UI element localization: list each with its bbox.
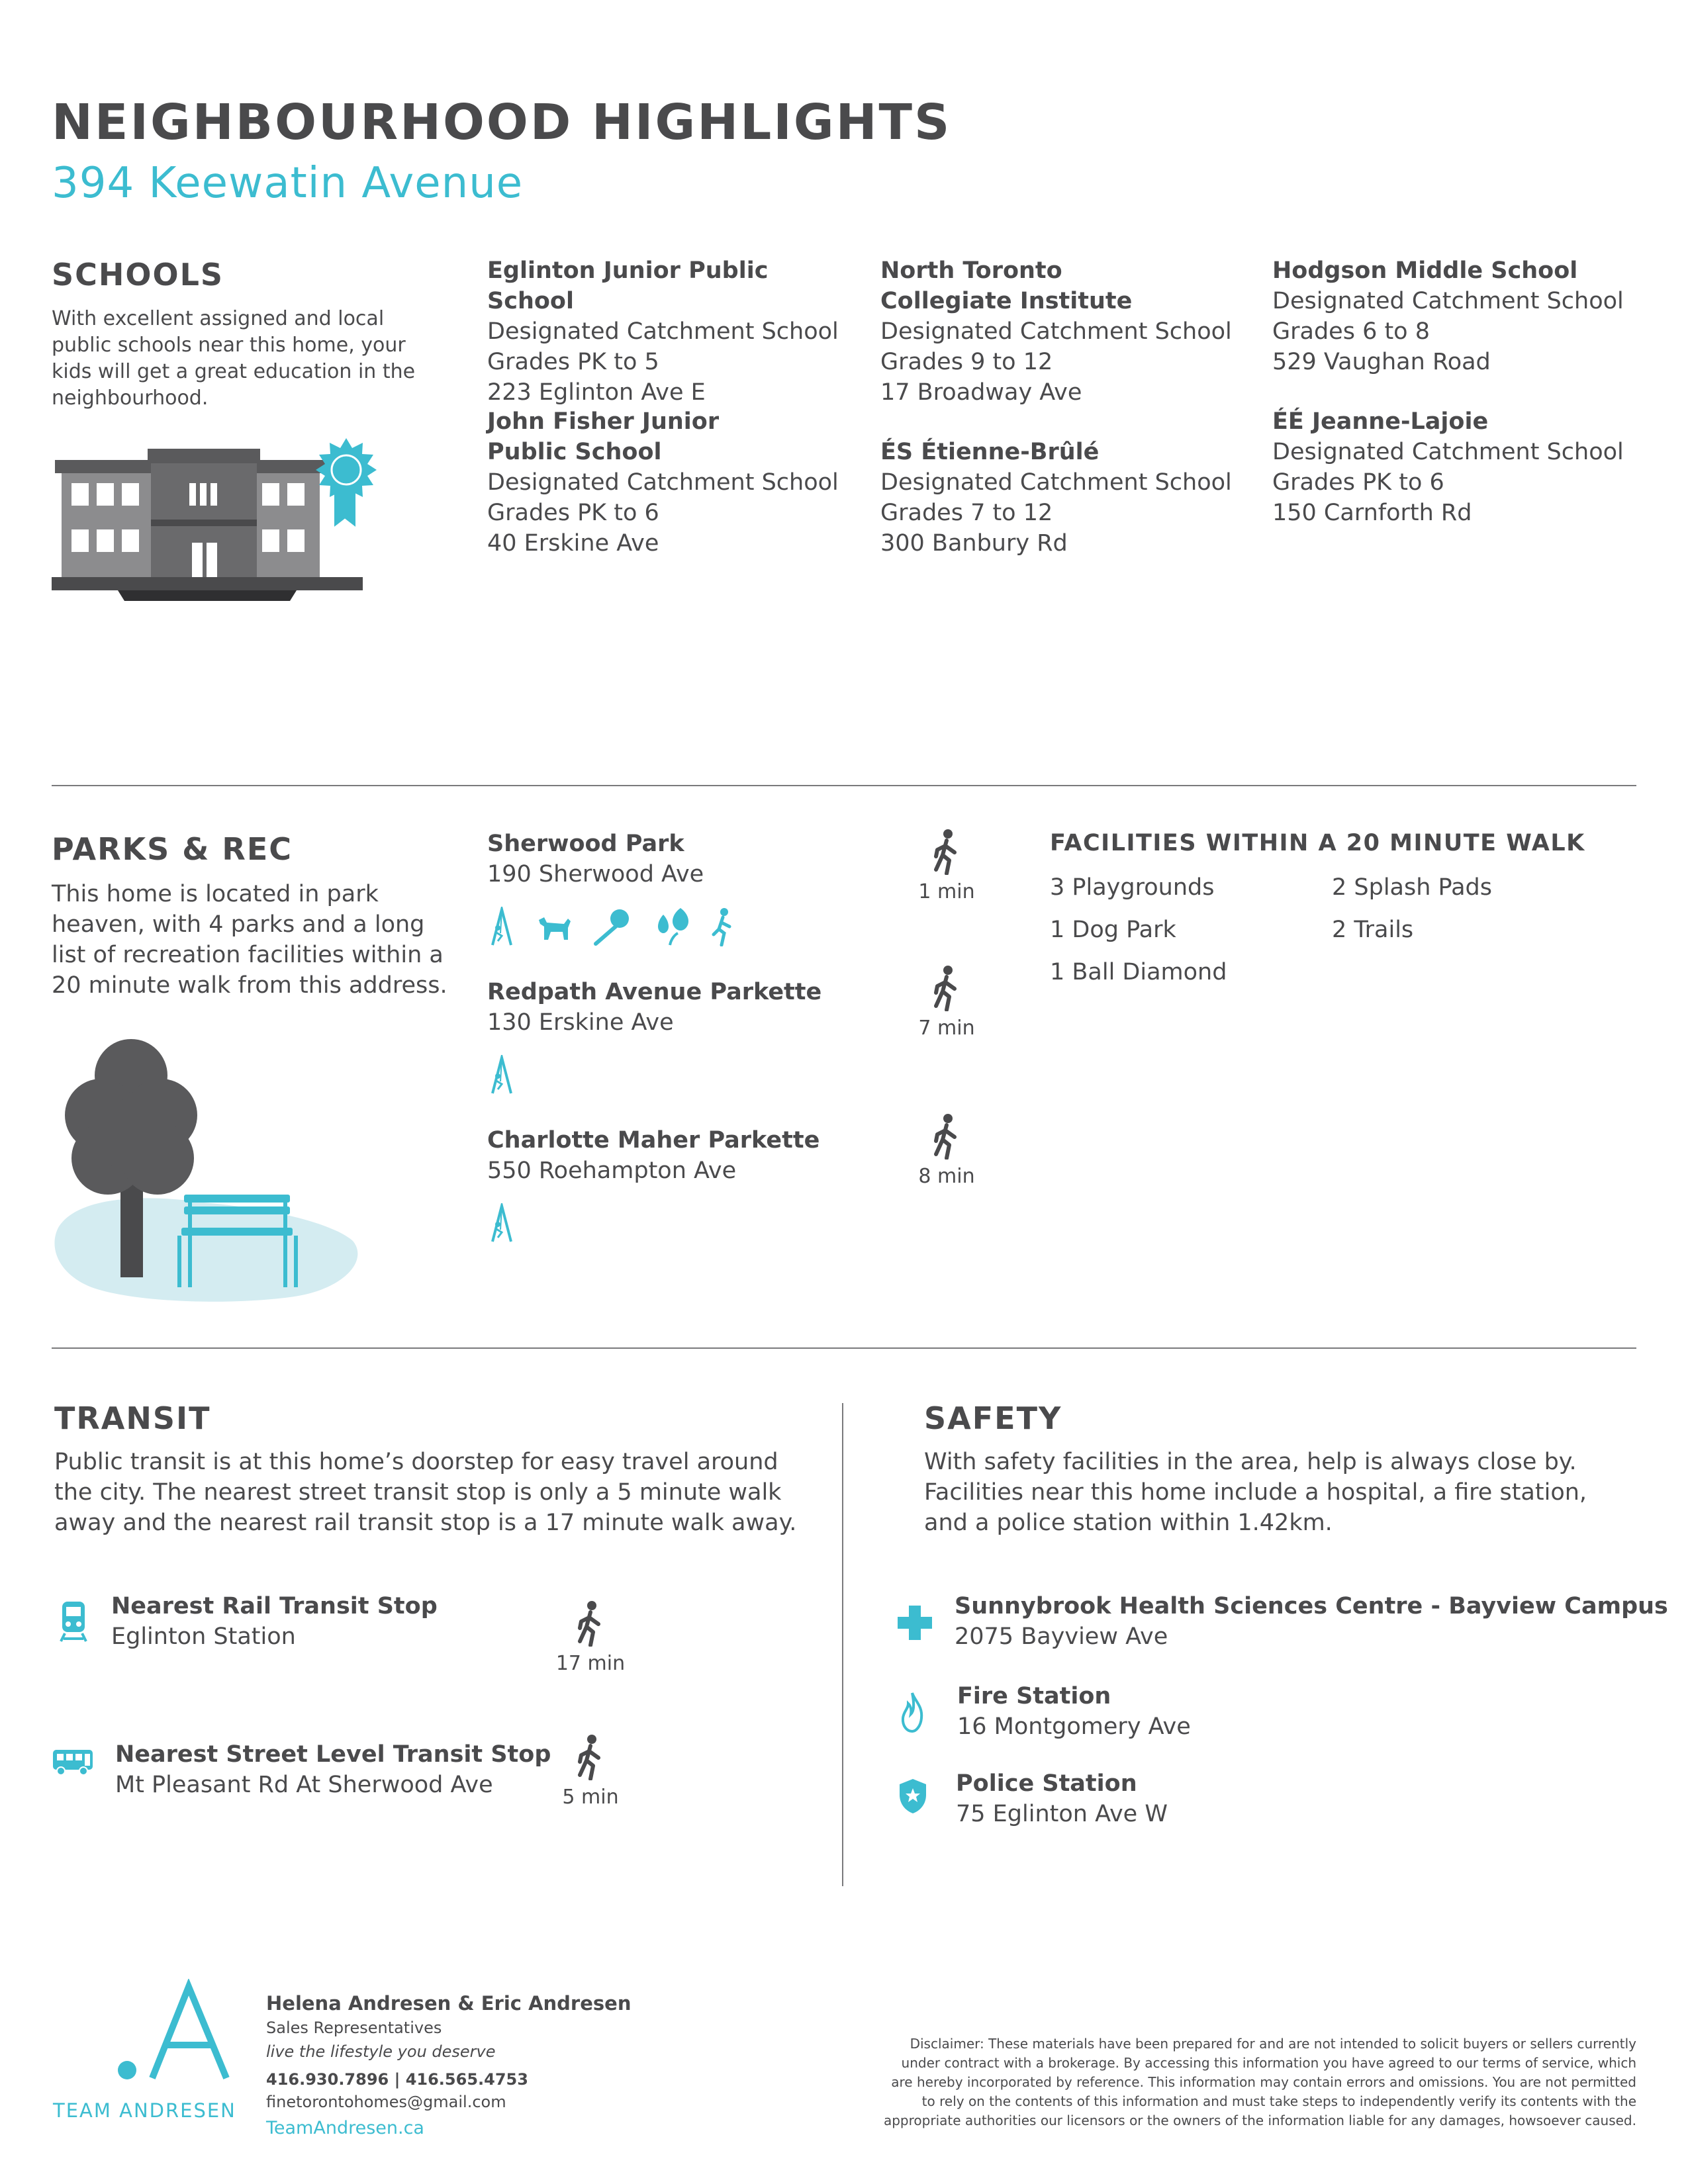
school-name: John Fisher Junior <box>487 408 720 435</box>
school-address: 223 Eglinton Ave E <box>487 379 706 406</box>
logo-mark <box>53 1979 245 2085</box>
school-name: Public School <box>487 439 662 465</box>
safety-intro-line: With safety facilities in the area, help is always close by. <box>924 1449 1577 1475</box>
schools-intro-line: public schools near this home, your <box>52 334 406 357</box>
transit-stop-label: Nearest Rail Transit Stop <box>111 1593 438 1619</box>
parks-intro <box>52 879 475 1001</box>
trail-icon <box>710 907 736 946</box>
walking-person-icon <box>576 1600 605 1647</box>
school-name: ÉÉ Jeanne-Lajoie <box>1272 408 1489 435</box>
hospital-icon <box>896 1604 933 1641</box>
walk-time <box>907 965 986 1040</box>
transit-intro-line: the city. The nearest street transit stop is only a 5 minute walk <box>54 1479 782 1506</box>
agent-website: TeamAndresen.ca <box>266 2118 424 2138</box>
transit-intro-line: away and the nearest rail transit stop is a 17 minute walk away. <box>54 1510 797 1536</box>
park-entry <box>487 829 736 946</box>
transit-stop <box>115 1739 551 1800</box>
facility-item: 2 Splash Pads <box>1332 874 1492 901</box>
safety-facility-address: 75 Eglinton Ave W <box>956 1801 1168 1827</box>
playground-icon <box>487 907 516 946</box>
walk-time-label: 8 min <box>918 1165 975 1188</box>
agent-info <box>266 1992 631 2138</box>
agent-phones: 416.930.7896 | 416.565.4753 <box>266 2070 528 2089</box>
school-address: 529 Vaughan Road <box>1272 349 1491 375</box>
team-logo <box>53 1979 245 2122</box>
school-grades: Grades 9 to 12 <box>880 349 1053 375</box>
disclaimer-line: to rely on the contents of this information and must take steps to independently verify its contents with the <box>921 2093 1636 2109</box>
agent-tagline: live the lifestyle you deserve <box>266 2042 496 2061</box>
facility-item: 2 Trails <box>1332 917 1414 943</box>
disclaimer <box>710 2034 1636 2130</box>
school-entry <box>880 255 1251 408</box>
park-entry <box>487 1125 820 1246</box>
safety-facility-address: 16 Montgomery Ave <box>957 1713 1191 1740</box>
ball-diamond-icon <box>593 907 633 946</box>
parks-intro-line: 20 minute walk from this address. <box>52 972 447 999</box>
safety-facility-address: 2075 Bayview Ave <box>955 1623 1168 1650</box>
school-address: 300 Banbury Rd <box>880 530 1068 557</box>
safety-heading: SAFETY <box>924 1400 1062 1436</box>
school-entry <box>1272 406 1656 528</box>
school-building-icon <box>52 430 396 602</box>
playground-icon <box>487 1055 516 1095</box>
school-entry <box>880 437 1251 559</box>
parks-intro-line: This home is located in park <box>52 881 379 907</box>
safety-facility <box>956 1768 1168 1829</box>
walking-person-icon <box>932 1113 961 1160</box>
schools-heading: SCHOOLS <box>52 257 224 293</box>
walking-person-icon <box>932 829 961 875</box>
dog-park-icon <box>535 907 575 946</box>
school-name: ÉS Étienne-Brûlé <box>880 439 1100 465</box>
disclaimer-line: are hereby incorporated by reference. This information may contain errors and omissions. You are not permitted <box>891 2074 1636 2090</box>
train-icon <box>58 1599 89 1643</box>
school-type: Designated Catchment School <box>487 318 839 345</box>
school-entry <box>487 255 858 408</box>
safety-facility <box>957 1681 1191 1742</box>
schools-intro-line: neighbourhood. <box>52 387 209 410</box>
schools-intro-line: kids will get a great education in the <box>52 360 416 383</box>
walk-time <box>551 1734 630 1809</box>
safety-facility <box>955 1591 1668 1652</box>
school-grades: Grades 7 to 12 <box>880 500 1053 526</box>
park-entry <box>487 977 821 1097</box>
agent-email: finetorontohomes@gmail.com <box>266 2093 506 2111</box>
park-name: Sherwood Park <box>487 831 684 857</box>
transit-stop-label: Nearest Street Level Transit Stop <box>115 1741 551 1768</box>
disclaimer-line: appropriate authorities our licensors or the owners of the information liable for any damages, howsoever caused. <box>883 2113 1636 2128</box>
school-grades: Grades 6 to 8 <box>1272 318 1430 345</box>
safety-intro-line: and a police station within 1.42km. <box>924 1510 1333 1536</box>
safety-intro <box>924 1447 1652 1538</box>
logo-text: TEAM ANDRESEN <box>53 2099 236 2122</box>
facility-item: 1 Ball Diamond <box>1050 959 1227 985</box>
agent-role: Sales Representatives <box>266 2019 442 2037</box>
park-facility-icons <box>487 907 736 946</box>
disclaimer-line: Disclaimer: These materials have been prepared for and are not intended to solicit buyers or sellers currently <box>910 2036 1636 2052</box>
school-entry <box>487 406 858 559</box>
school-grades: Grades PK to 6 <box>487 500 659 526</box>
walking-person-icon <box>576 1734 605 1780</box>
logo-letter-icon <box>53 1979 245 2085</box>
column-divider <box>842 1403 843 1886</box>
facilities-heading: FACILITIES WITHIN A 20 MINUTE WALK <box>1050 830 1585 856</box>
page-address: 394 Keewatin Avenue <box>52 159 524 208</box>
police-icon <box>898 1778 928 1815</box>
school-type: Designated Catchment School <box>880 318 1232 345</box>
school-address: 17 Broadway Ave <box>880 379 1082 406</box>
transit-intro <box>54 1447 849 1538</box>
walk-time <box>551 1600 630 1675</box>
school-grades: Grades PK to 5 <box>487 349 659 375</box>
school-grades: Grades PK to 6 <box>1272 469 1444 496</box>
school-type: Designated Catchment School <box>1272 439 1624 465</box>
section-divider <box>52 785 1636 786</box>
park-address: 130 Erskine Ave <box>487 1009 674 1036</box>
park-address: 190 Sherwood Ave <box>487 861 704 887</box>
walking-person-icon <box>932 965 961 1011</box>
disclaimer-line: under contract with a brokerage. By accessing this information you have agreed to our terms of service, which <box>901 2055 1636 2071</box>
bus-icon <box>52 1747 94 1776</box>
school-address: 40 Erskine Ave <box>487 530 659 557</box>
splash-pad-icon <box>651 907 691 946</box>
schools-intro <box>52 306 462 412</box>
school-name: North Toronto <box>880 257 1062 284</box>
playground-icon <box>487 1203 516 1243</box>
park-address: 550 Roehampton Ave <box>487 1158 737 1184</box>
school-type: Designated Catchment School <box>487 469 839 496</box>
park-name: Charlotte Maher Parkette <box>487 1127 820 1154</box>
walk-time <box>907 1113 986 1188</box>
park-name: Redpath Avenue Parkette <box>487 979 822 1005</box>
transit-stop-name: Mt Pleasant Rd At Sherwood Ave <box>115 1772 493 1798</box>
safety-intro-line: Facilities near this home include a hospital, a fire station, <box>924 1479 1587 1506</box>
walk-time-label: 5 min <box>562 1786 619 1809</box>
school-name: Hodgson Middle School <box>1272 257 1578 284</box>
transit-stop-name: Eglinton Station <box>111 1623 296 1650</box>
transit-intro-line: Public transit is at this home’s doorstep for easy travel around <box>54 1449 778 1475</box>
school-type: Designated Catchment School <box>880 469 1232 496</box>
walk-time-label: 17 min <box>555 1652 626 1675</box>
parks-intro-line: list of recreation facilities within a <box>52 942 444 968</box>
walk-time-label: 1 min <box>918 880 975 903</box>
transit-stop <box>111 1591 438 1652</box>
parks-intro-line: heaven, with 4 parks and a long <box>52 911 425 938</box>
transit-heading: TRANSIT <box>54 1400 211 1436</box>
school-address: 150 Carnforth Rd <box>1272 500 1472 526</box>
school-name: Eglinton Junior Public School <box>487 257 769 314</box>
page-title: NEIGHBOURHOOD HIGHLIGHTS <box>52 94 952 151</box>
facility-item: 3 Playgrounds <box>1050 874 1215 901</box>
school-name: Collegiate Institute <box>880 288 1133 314</box>
walk-time-label: 7 min <box>918 1017 975 1040</box>
park-tree-bench-icon <box>52 1029 363 1307</box>
facility-item: 1 Dog Park <box>1050 917 1176 943</box>
school-type: Designated Catchment School <box>1272 288 1624 314</box>
school-entry <box>1272 255 1656 377</box>
schools-intro-line: With excellent assigned and local <box>52 307 385 330</box>
section-divider <box>52 1347 1636 1349</box>
agent-names: Helena Andresen & Eric Andresen <box>266 1992 632 2015</box>
fire-icon <box>900 1692 924 1733</box>
walk-time <box>907 829 986 903</box>
safety-facility-name: Fire Station <box>957 1683 1111 1709</box>
safety-facility-name: Police Station <box>956 1770 1137 1797</box>
parks-heading: PARKS & REC <box>52 831 293 867</box>
safety-facility-name: Sunnybrook Health Sciences Centre - Bayview Campus <box>955 1593 1668 1619</box>
